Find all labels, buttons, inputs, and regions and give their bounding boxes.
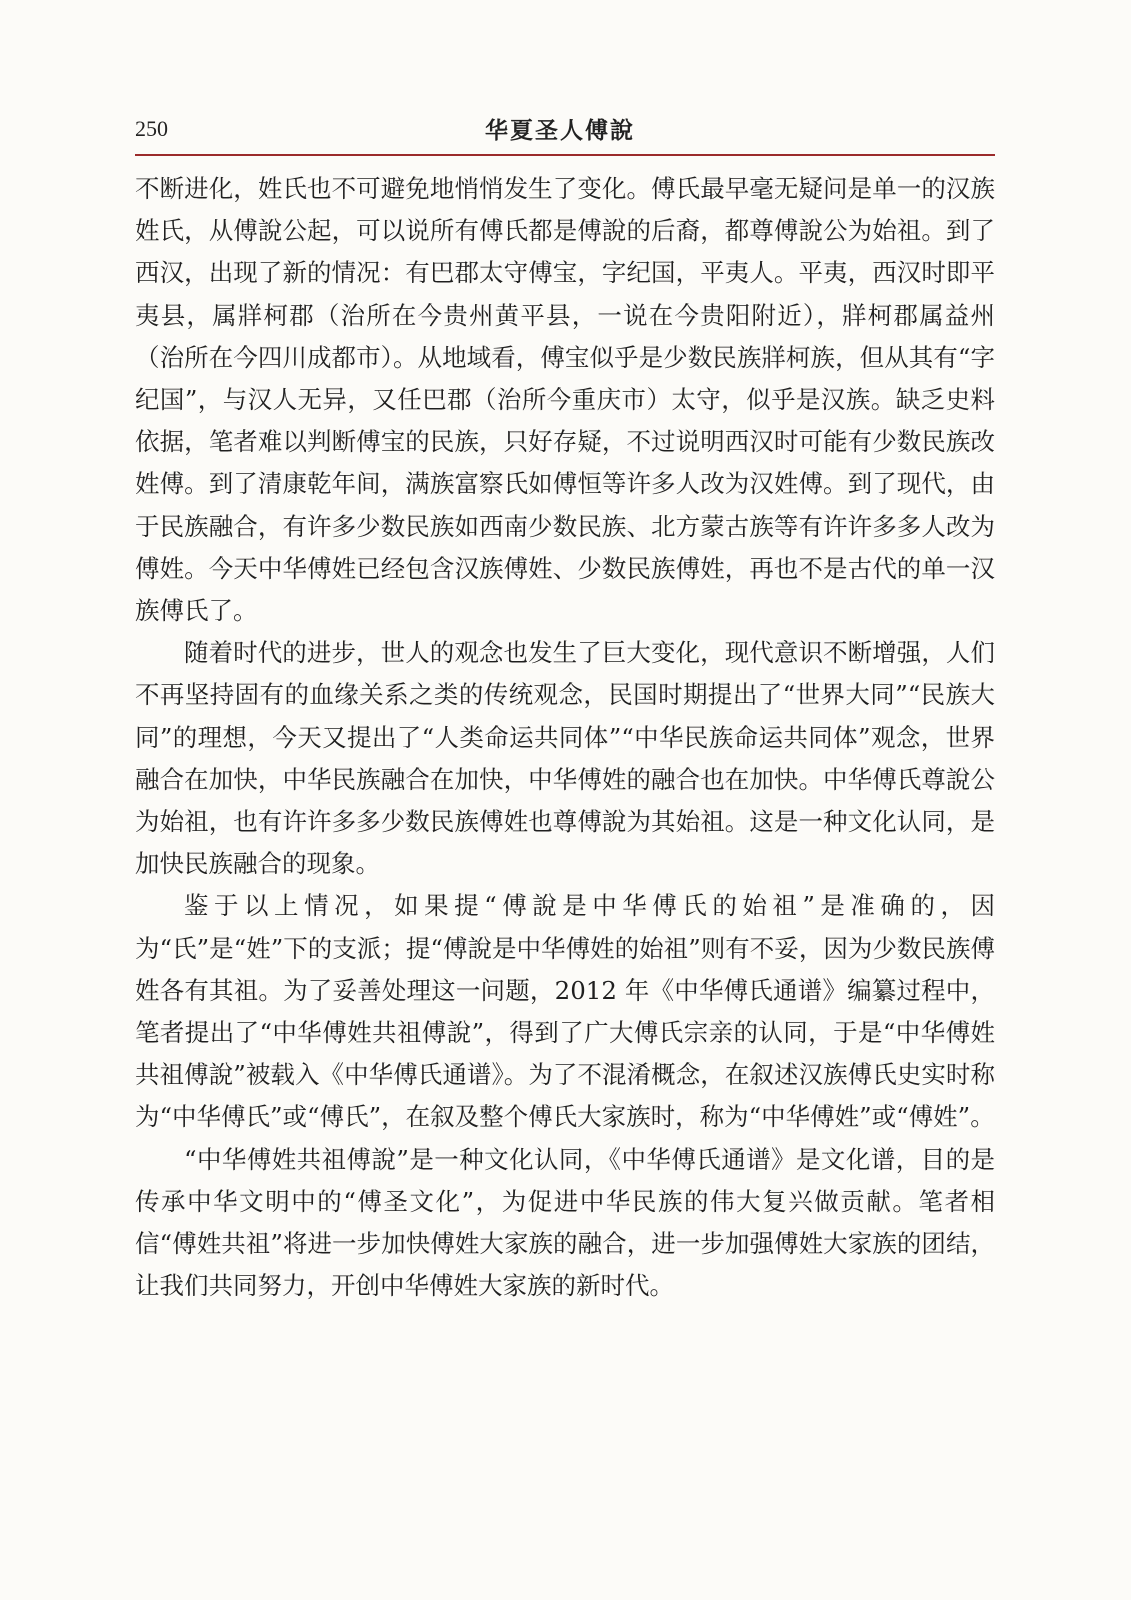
header-divider [135,154,995,156]
page-number: 250 [135,116,168,141]
paragraph-3: 鉴于以上情况，如果提“傅說是中华傅氏的始祖”是准确的，因为“氏”是“姓”下的支派；提“傅說是中华傅姓的始祖”则有不妥，因为少数民族傅姓各有其祖。为了妥善处理这一问题，2012 年《中华傅氏通谱》编纂过程中，笔者提出了“中华傅姓共祖傅說”，得到了广大傅氏宗亲的认同，于是“中华傅姓共祖傅說”被载入《中华傅氏通谱》。为了不混淆概念，在叙述汉族傅氏史实时称为“中华傅氏”或“傅氏”，在叙及整个傅氏大家族时，称为“中华傅姓”或“傅姓”。 [135,891,995,1132]
paragraph-1: 不断进化，姓氏也不可避免地悄悄发生了变化。傅氏最早毫无疑问是单一的汉族姓氏，从傅說公起，可以说所有傅氏都是傅說的后裔，都尊傅說公为始祖。到了西汉，出现了新的情况：有巴郡太守傅宝，字纪国，平夷人。平夷，西汉时即平夷县，属牂柯郡（治所在今贵州黄平县，一说在今贵阳附近），牂柯郡属益州（治所在今四川成都市）。从地域看，傅宝似乎是少数民族牂柯族，但从其有“字纪国”，与汉人无异，又任巴郡（治所今重庆市）太守，似乎是汉族。缺乏史料依据，笔者难以判断傅宝的民族，只好存疑，不过说明西汉时可能有少数民族改姓傅。到了清康乾年间，满族富察氏如傅恒等许多人改为汉姓傅。到了现代，由于民族融合，有许多少数民族如西南少数民族、北方蒙古族等有许许多多人改为傅姓。今天中华傅姓已经包含汉族傅姓、少数民族傅姓，再也不是古代的单一汉族傅氏了。 [135,174,995,626]
body-text [135,168,995,1307]
paragraph-4: “中华傅姓共祖傅說”是一种文化认同，《中华傅氏通谱》是文化谱，目的是传承中华文明中的“傅圣文化”，为促进中华民族的伟大复兴做贡献。笔者相信“傅姓共祖”将进一步加快傅姓大家族的融合，进一步加强傅姓大家族的团结，让我们共同努力，开创中华傅姓大家族的新时代。 [135,1144,995,1301]
page-header [135,112,995,156]
running-title: 华夏圣人傅說 [485,118,635,144]
paragraph-2: 随着时代的进步，世人的观念也发生了巨大变化，现代意识不断增强，人们不再坚持固有的血缘关系之类的传统观念，民国时期提出了“世界大同”“民族大同”的理想，今天又提出了“人类命运共同体”“中华民族命运共同体”观念，世界融合在加快，中华民族融合在加快，中华傅姓的融合也在加快。中华傅氏尊說公为始祖，也有许许多多少数民族傅姓也尊傅說为其始祖。这是一种文化认同，是加快民族融合的现象。 [135,638,995,879]
